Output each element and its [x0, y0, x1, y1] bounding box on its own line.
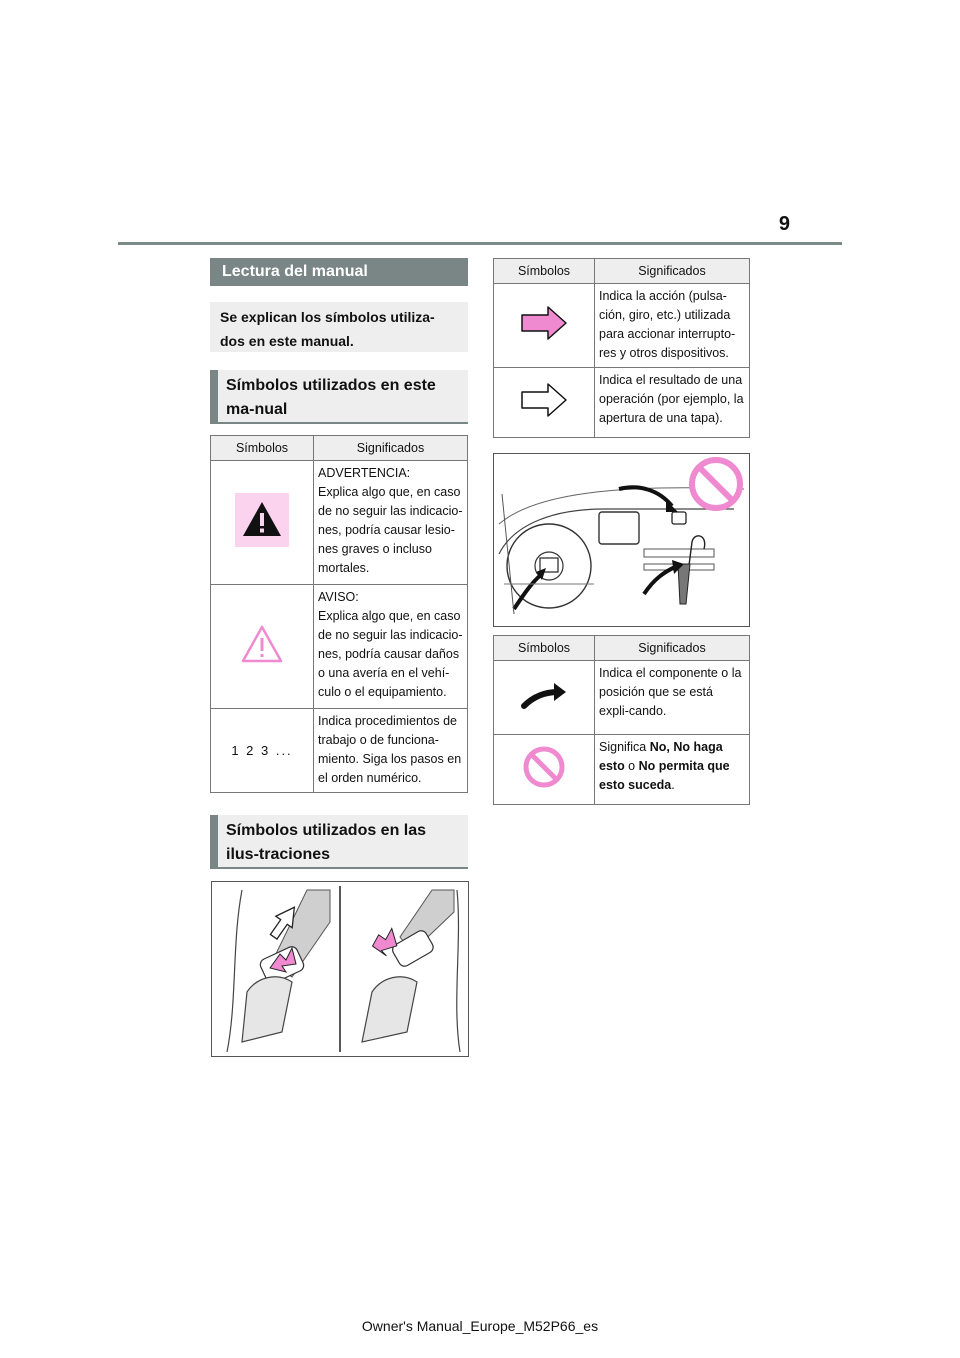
symbol-cell: [494, 661, 595, 735]
numbered-steps-icon: 1 2 3 ...: [231, 742, 293, 758]
symbol-cell: [494, 284, 595, 368]
table-row: [211, 461, 468, 585]
header-meanings: Significados: [314, 436, 468, 461]
header-symbols: Símbolos: [494, 259, 595, 284]
header-symbols: Símbolos: [211, 436, 314, 461]
meaning-cell: [314, 585, 468, 709]
table-header-row: [211, 436, 468, 461]
action-symbols-table: [493, 258, 750, 438]
warning-text: Explica algo que, en caso de no seguir las indicacio-nes, podría causar lesio-nes graves o incluso mortales.: [318, 485, 463, 575]
curved-pointer-arrow-icon: [520, 680, 568, 710]
meaning-cell: [595, 735, 750, 805]
seatbelt-illustration: [211, 881, 469, 1057]
prohibition-bold-1: No, No haga esto: [599, 740, 723, 773]
header-symbols: Símbolos: [494, 636, 595, 661]
illustration-symbols-table: [493, 635, 750, 805]
symbol-cell: [494, 368, 595, 438]
caution-triangle-outline-icon: [240, 624, 284, 664]
symbol-cell: [494, 735, 595, 805]
meaning-cell: [314, 461, 468, 585]
manual-symbols-table: [210, 435, 468, 793]
table-row: [211, 585, 468, 709]
meaning-cell: Indica el resultado de una operación (por ejemplo, la apertura de una tapa).: [595, 368, 750, 438]
outline-arrow-icon: [520, 382, 568, 418]
dashboard-illustration: [493, 453, 750, 627]
prohibition-text-suffix: .: [671, 778, 675, 792]
table-header-row: [494, 259, 750, 284]
pink-filled-arrow-icon: [520, 305, 568, 341]
header-meanings: Significados: [595, 636, 750, 661]
subsection-title-manual-symbols: Símbolos utilizados en este ma-nual: [210, 370, 468, 422]
prohibition-text-prefix: Significa: [599, 740, 650, 754]
meaning-cell: Indica procedimientos de trabajo o de funciona-miento. Siga los pasos en el orden numérico.: [314, 709, 468, 793]
seatbelt-buckle-drawing: [212, 882, 468, 1056]
page-number: 9: [778, 213, 790, 235]
dashboard-drawing: [494, 454, 749, 626]
header-meanings: Significados: [595, 259, 750, 284]
section-title: Lectura del manual: [210, 258, 468, 286]
prohibition-text-mid: o: [624, 759, 639, 773]
prohibition-circle-icon: [522, 745, 566, 789]
caution-title: AVISO:: [318, 590, 359, 604]
symbol-cell: [211, 585, 314, 709]
table-row: [494, 368, 750, 438]
warning-triangle-filled-icon: [235, 493, 289, 547]
page-footer: Owner's Manual_Europe_M52P66_es: [361, 1318, 599, 1334]
prohibition-bold-2: No permita que esto suceda: [599, 759, 730, 792]
symbol-cell: [211, 709, 314, 793]
table-row: [211, 709, 468, 793]
table-row: [494, 735, 750, 805]
meaning-cell: Indica el componente o la posición que se está expli-cando.: [595, 661, 750, 735]
table-row: [494, 661, 750, 735]
table-row: [494, 284, 750, 368]
symbol-cell: [211, 461, 314, 585]
subsection-title-illustration-symbols: Símbolos utilizados en las ilus-traciones: [210, 815, 468, 867]
meaning-cell: Indica la acción (pulsa-ción, giro, etc.) utilizada para accionar interrupto-res y otros dispositivos.: [595, 284, 750, 368]
caution-text: Explica algo que, en caso de no seguir las indicacio-nes, podría causar daños o una avería en el vehí-culo o el equipamiento.: [318, 609, 463, 699]
warning-title: ADVERTENCIA:: [318, 466, 411, 480]
section-intro: Se explican los símbolos utiliza-dos en este manual.: [210, 302, 468, 352]
top-divider: [118, 242, 842, 245]
table-header-row: [494, 636, 750, 661]
